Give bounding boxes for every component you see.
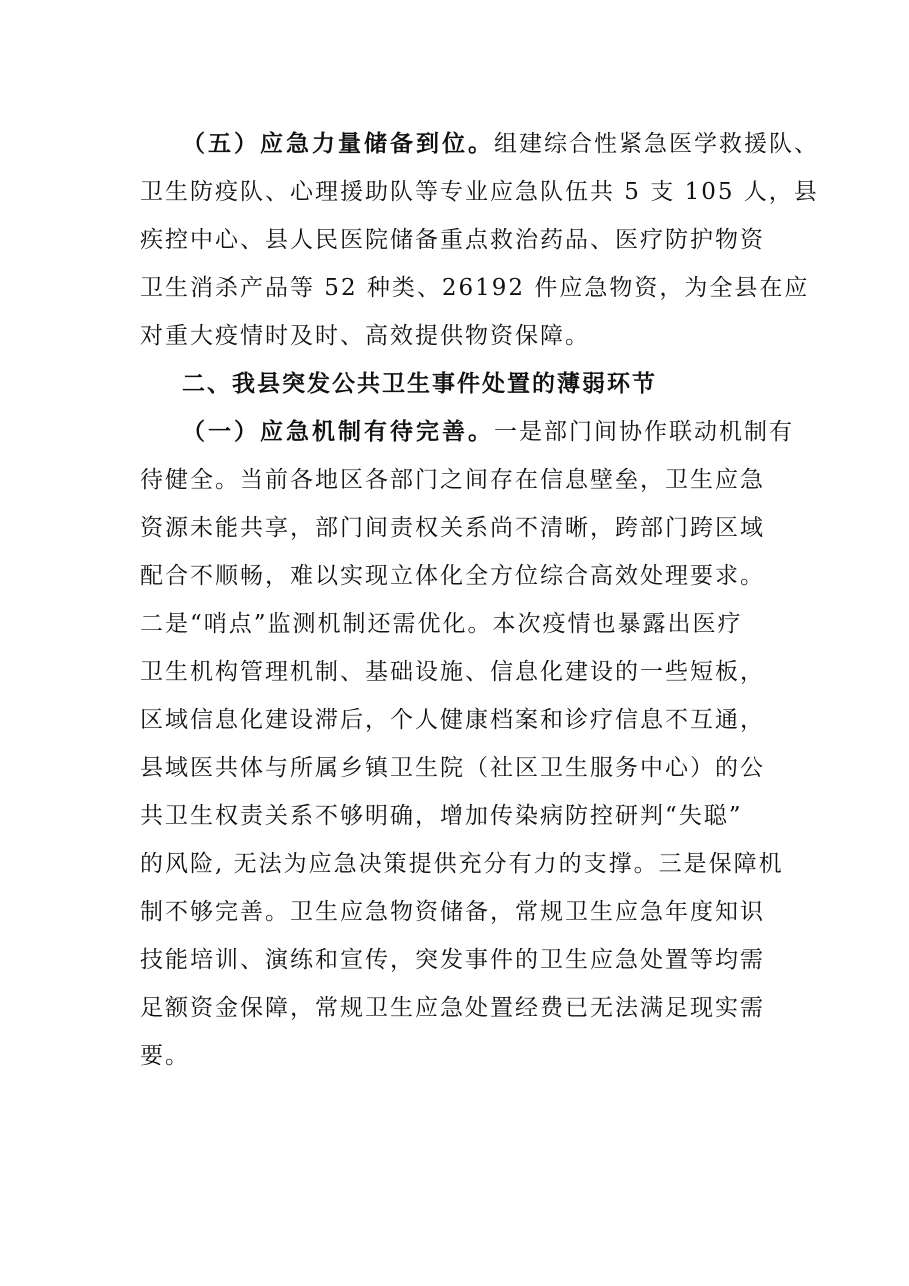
para2-line-4: 配合不顺畅，难以实现立体化全方位综合高效处理要求。 <box>140 563 765 589</box>
para2-line-11: 制不够完善。卫生应急物资储备，常规卫生应急年度知识 <box>140 899 765 925</box>
para2-title: （一）应急机制有待完善。 <box>182 419 494 445</box>
para2-line-5: 二是“哨点”监测机制还需优化。本次疫情也暴露出医疗 <box>140 611 743 637</box>
para2-line-8: 县域医共体与所属乡镇卫生院（社区卫生服务中心）的公 <box>140 755 765 781</box>
para1-title: （五）应急力量储备到位。 <box>182 131 494 157</box>
para2-line-10: 的风险, 无法为应急决策提供充分有力的支撑。三是保障机 <box>140 851 784 877</box>
para2-line-7: 区域信息化建设滞后，个人健康档案和诊疗信息不互通， <box>140 707 765 733</box>
para2-line-9: 共卫生权责关系不够明确，增加传染病防控研判“失聪” <box>140 803 743 829</box>
para2-line-13: 足额资金保障，常规卫生应急处置经费已无法满足现实需 <box>140 995 765 1021</box>
para1-line-5: 对重大疫情时及时、高效提供物资保障。 <box>140 323 590 349</box>
para2-line-3: 资源未能共享，部门间责权关系尚不清晰，跨部门跨区域 <box>140 515 765 541</box>
para2-line-14: 要。 <box>140 1043 190 1069</box>
para1-line-2: 卫生防疫队、心理援助队等专业应急队伍共 5 支 105 人，县 <box>140 179 819 205</box>
para1-line-1 <box>182 126 842 162</box>
para2-line-2: 待健全。当前各地区各部门之间存在信息壁垒，卫生应急 <box>140 467 765 493</box>
para1-line-3: 疾控中心、县人民医院储备重点救治药品、医疗防护物资 <box>140 227 765 253</box>
para1-text: 组建综合性紧急医学救援队、 <box>494 131 819 157</box>
para2-line-1 <box>182 414 842 450</box>
para1-line-4: 卫生消杀产品等 52 种类、26192 件应急物资，为全县在应 <box>140 275 810 301</box>
section-heading: 二、我县突发公共卫生事件处置的薄弱环节 <box>182 371 657 397</box>
para2-line-12: 技能培训、演练和宣传，突发事件的卫生应急处置等均需 <box>140 947 765 973</box>
para2-text: 一是部门间协作联动机制有 <box>494 419 794 445</box>
para2-line-6: 卫生机构管理机制、基础设施、信息化建设的一些短板， <box>140 659 765 685</box>
